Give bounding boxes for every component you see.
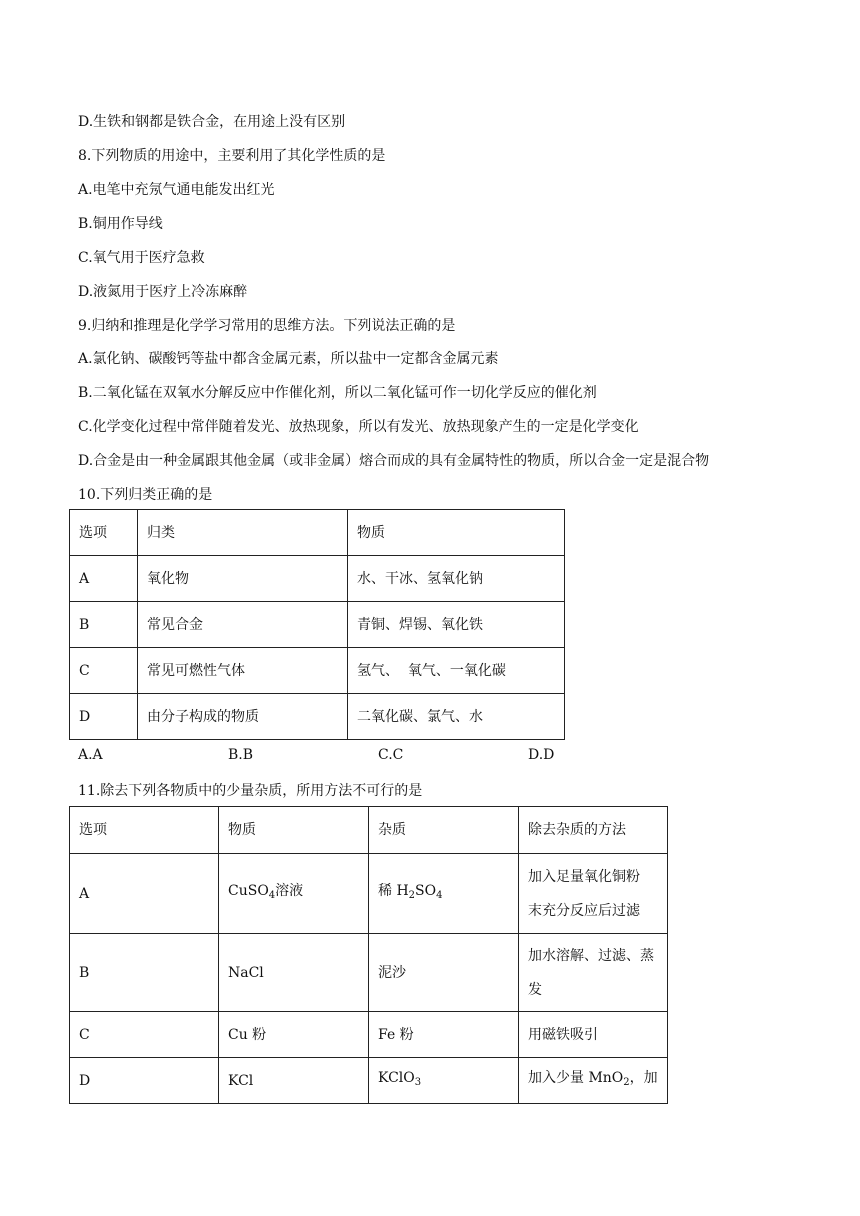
table-cell bbox=[369, 854, 519, 934]
subscript: 2 bbox=[623, 1077, 630, 1088]
table-cell: C bbox=[70, 1012, 219, 1058]
table-row bbox=[70, 1012, 668, 1058]
table-header-cell: 除去杂质的方法 bbox=[519, 807, 668, 854]
q10-options bbox=[78, 747, 638, 767]
q10-option-c: C.C bbox=[378, 747, 404, 763]
table-cell: A bbox=[70, 556, 138, 602]
q9-option-b: B.二氧化锰在双氧水分解反应中作催化剂，所以二氧化锰可作一切化学反应的催化剂 bbox=[78, 385, 597, 401]
table-cell bbox=[219, 854, 369, 934]
table-cell: 二氧化碳、氯气、水 bbox=[348, 694, 565, 740]
substance-text: CuSO bbox=[228, 883, 269, 899]
table-cell: 氧化物 bbox=[138, 556, 348, 602]
table-cell: D bbox=[70, 1058, 219, 1104]
impurity-text: 稀 H bbox=[378, 883, 409, 899]
q9-option-a: A.氯化钠、碳酸钙等盐中都含金属元素，所以盐中一定都含金属元素 bbox=[78, 351, 499, 367]
table-row bbox=[70, 648, 565, 694]
table-cell: 氢气、 氧气、一氧化碳 bbox=[348, 648, 565, 694]
table-header-row bbox=[70, 510, 565, 556]
subscript: 4 bbox=[436, 890, 443, 901]
table-header-cell: 归类 bbox=[138, 510, 348, 556]
table-row bbox=[70, 854, 668, 934]
table-header-cell: 物质 bbox=[348, 510, 565, 556]
table-cell: 常见可燃性气体 bbox=[138, 648, 348, 694]
table-cell: 由分子构成的物质 bbox=[138, 694, 348, 740]
table-cell: Cu 粉 bbox=[219, 1012, 369, 1058]
table-row bbox=[70, 694, 565, 740]
table-cell bbox=[369, 1058, 519, 1104]
table-header-cell: 选项 bbox=[70, 510, 138, 556]
impurity-text: KClO bbox=[378, 1070, 415, 1086]
table-cell: 常见合金 bbox=[138, 602, 348, 648]
table-cell: 水、干冰、氢氧化钠 bbox=[348, 556, 565, 602]
table-q11 bbox=[69, 806, 668, 1104]
question-9: 9.归纳和推理是化学学习常用的思维方法。下列说法正确的是 bbox=[78, 318, 456, 334]
subscript: 4 bbox=[268, 890, 276, 901]
table-cell: 泥沙 bbox=[369, 934, 519, 1012]
table-row bbox=[70, 1058, 668, 1104]
table-cell: B bbox=[70, 934, 219, 1012]
subscript: 3 bbox=[414, 1077, 422, 1088]
method-line: 加入足量氧化铜粉 bbox=[528, 868, 640, 885]
q8-option-c: C.氧气用于医疗急救 bbox=[78, 250, 205, 266]
method-text: 加入少量 MnO bbox=[528, 1070, 624, 1086]
method-line: 加水溶解、过滤、蒸 bbox=[528, 947, 654, 964]
q9-option-c: C.化学变化过程中常伴随着发光、放热现象，所以有发光、放热现象产生的一定是化学变化 bbox=[78, 419, 639, 435]
method-line: 发 bbox=[528, 981, 542, 998]
q9-option-d: D.合金是由一种金属跟其他金属（或非金属）熔合而成的具有金属特性的物质，所以合金一定是混合物 bbox=[78, 453, 710, 469]
table-cell: Fe 粉 bbox=[369, 1012, 519, 1058]
table-header-cell: 选项 bbox=[70, 807, 219, 854]
table-cell: D bbox=[70, 694, 138, 740]
table-row bbox=[70, 556, 565, 602]
table-cell: 青铜、焊锡、氧化铁 bbox=[348, 602, 565, 648]
question-11: 11.除去下列各物质中的少量杂质，所用方法不可行的是 bbox=[78, 783, 423, 799]
q10-option-a: A.A bbox=[78, 747, 103, 763]
method-line: 末充分反应后过滤 bbox=[528, 902, 640, 919]
question-8: 8.下列物质的用途中，主要利用了其化学性质的是 bbox=[78, 148, 386, 164]
table-cell bbox=[519, 854, 668, 934]
table-cell: KCl bbox=[219, 1058, 369, 1104]
q8-option-d: D.液氮用于医疗上冷冻麻醉 bbox=[78, 284, 248, 300]
q10-option-d: D.D bbox=[528, 747, 555, 763]
table-cell: NaCl bbox=[219, 934, 369, 1012]
q8-option-b: B.铜用作导线 bbox=[78, 216, 163, 232]
substance-text: 溶液 bbox=[275, 883, 304, 899]
table-row bbox=[70, 934, 668, 1012]
q7-option-d: D.生铁和钢都是铁合金，在用途上没有区别 bbox=[78, 114, 346, 130]
table-header-cell: 物质 bbox=[219, 807, 369, 854]
question-10: 10.下列归类正确的是 bbox=[78, 487, 213, 503]
table-row bbox=[70, 602, 565, 648]
method-text: ，加 bbox=[629, 1070, 658, 1086]
table-q10 bbox=[69, 509, 565, 740]
table-cell: A bbox=[70, 854, 219, 934]
q10-option-b: B.B bbox=[228, 747, 254, 763]
impurity-text: SO bbox=[415, 883, 437, 899]
table-cell bbox=[519, 934, 668, 1012]
table-cell: B bbox=[70, 602, 138, 648]
table-header-cell: 杂质 bbox=[369, 807, 519, 854]
table-header-row bbox=[70, 807, 668, 854]
q8-option-a: A.电笔中充氖气通电能发出红光 bbox=[78, 182, 275, 198]
subscript: 2 bbox=[408, 890, 416, 901]
table-cell bbox=[519, 1058, 668, 1104]
table-cell: C bbox=[70, 648, 138, 694]
table-cell: 用磁铁吸引 bbox=[519, 1012, 668, 1058]
